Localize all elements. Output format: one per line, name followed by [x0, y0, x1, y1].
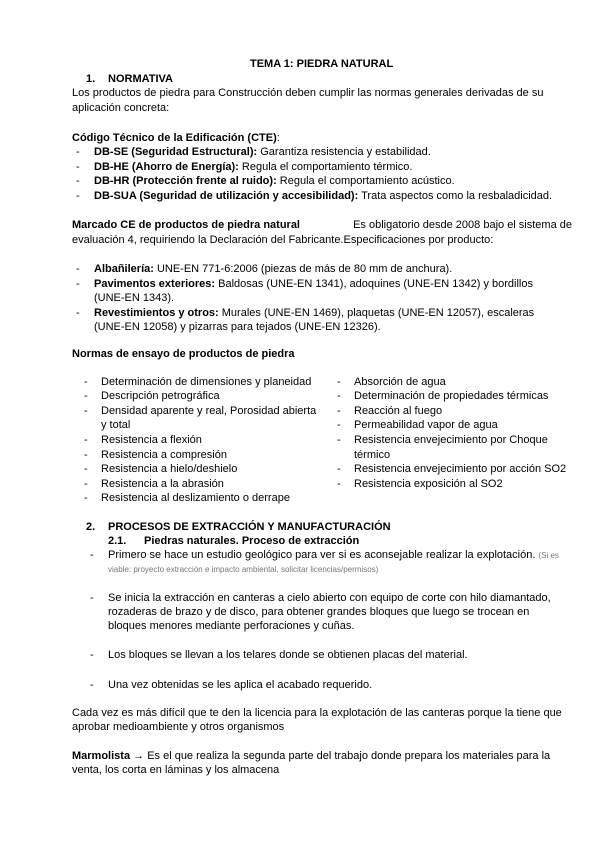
cte-item-text: DB-HR (Protección frente al ruido): Regula el comportamiento acústico.	[94, 175, 455, 187]
ensayo-right-item: Resistencia envejecimiento por acción SO2	[354, 463, 567, 475]
cte-heading: Código Técnico de la Edificación (CTE):	[72, 132, 280, 144]
bullet-dash: -	[84, 492, 88, 504]
bullet-dash: -	[84, 434, 88, 446]
bullet-dash: -	[84, 478, 88, 490]
ce-item-text-cont: (UNE-EN 1343).	[94, 292, 175, 304]
ensayo-heading: Normas de ensayo de productos de piedra	[72, 348, 295, 360]
ensayo-left-item: Resistencia a flexión	[101, 434, 202, 446]
ensayo-left-item: Determinación de dimensiones y planeidad	[101, 376, 312, 388]
ensayo-right-item: Resistencia exposición al SO2	[354, 478, 503, 490]
cte-item	[76, 160, 80, 174]
bullet-dash: -	[76, 161, 80, 173]
bullet-dash: -	[90, 592, 94, 604]
section-2-number: 2.	[86, 521, 96, 533]
ensayo-right-item-cont: térmico	[354, 449, 391, 461]
process-step-2-line: rozaderas de brazo y de disco, para obtener grandes bloques que luego se trocean en	[108, 606, 530, 618]
bullet-dash: -	[76, 307, 80, 319]
ensayo-left-item: Descripción petrográfica	[101, 390, 220, 402]
bullet-dash: -	[337, 405, 341, 417]
ensayo-right-item: Reacción al fuego	[354, 405, 443, 417]
marmolista-line: venta, los corta en láminas y los almacena	[72, 764, 280, 776]
ensayo-left-item: Resistencia a la abrasión	[101, 478, 224, 490]
bullet-dash: -	[76, 190, 80, 202]
cte-item-text: DB-SUA (Seguridad de utilización y accesibilidad): Trata aspectos como la resbaladicidad.	[94, 190, 553, 202]
bullet-dash: -	[84, 405, 88, 417]
ce-item-text: Revestimientos y otros: Murales (UNE-EN 1469), plaquetas (UNE-EN 12057), escaleras	[94, 307, 535, 319]
ce-heading: Marcado CE de productos de piedra natural	[72, 219, 300, 231]
cte-item-text: DB-HE (Ahorro de Energía): Regula el comportamiento térmico.	[94, 161, 413, 173]
licencia-line: Cada vez es más difícil que te den la licencia para la explotación de las canteras porque la tiene que	[72, 707, 562, 719]
ensayo-left-item: Resistencia al deslizamiento o derrape	[101, 492, 290, 504]
ce-paragraph-line-1: Marcado CE de productos de piedra natural Es obligatorio desde 2008 bajo el sistema de	[72, 219, 572, 231]
ensayo-right-item: Absorción de agua	[354, 376, 446, 388]
licencia-line: aprobar medioambiente y otros organismos	[72, 721, 285, 733]
bullet-dash: -	[337, 434, 341, 446]
bullet-dash: -	[337, 376, 341, 388]
ensayo-right-item: Resistencia envejecimiento por Choque	[354, 434, 548, 446]
section-1-number: 1.	[86, 73, 96, 85]
ensayo-left-item: Densidad aparente y real, Porosidad abierta	[101, 405, 317, 417]
process-step-2-line: Se inicia la extracción en canteras a cielo abierto con equipo de corte con hilo diamantado,	[108, 592, 551, 604]
bullet-dash: -	[90, 649, 94, 661]
marmolista-line: Marmolista → Es el que realiza la segunda parte del trabajo donde prepara los materiales para la	[72, 750, 551, 762]
process-step-3: Los bloques se llevan a los telares donde se obtienen placas del material.	[108, 649, 468, 661]
intro-line-2: aplicación concreta:	[72, 102, 170, 114]
ensayo-left-item: Resistencia a compresión	[101, 449, 227, 461]
ce-item-text-cont: (UNE-EN 12058) y pizarras para tejados (UNE-EN 12326).	[94, 321, 381, 333]
bullet-dash: -	[84, 449, 88, 461]
section-1-heading: NORMATIVA	[108, 73, 173, 85]
cte-item	[76, 189, 80, 203]
ensayo-right-item: Determinación de propiedades térmicas	[354, 390, 549, 402]
ce-item-text: Pavimentos exteriores: Baldosas (UNE-EN 1341), adoquines (UNE-EN 1342) y bordillos	[94, 278, 533, 290]
bullet-dash: -	[337, 463, 341, 475]
ensayo-left-item: Resistencia a hielo/deshielo	[101, 463, 238, 475]
bullet-dash: -	[76, 175, 80, 187]
subsection-number: 2.1.	[108, 535, 127, 547]
bullet-dash: -	[90, 679, 94, 691]
bullet-dash: -	[337, 390, 341, 402]
section-2-heading: PROCESOS DE EXTRACCIÓN Y MANUFACTURACIÓN	[108, 521, 391, 533]
process-step-1: Primero se hace un estudio geológico para ver si es aconsejable realizar la explotación. (Si es	[108, 549, 559, 561]
bullet-dash: -	[84, 390, 88, 402]
process-step-4: Una vez obtenidas se les aplica el acabado requerido.	[108, 679, 373, 691]
cte-item	[76, 174, 80, 188]
subsection-heading: Piedras naturales. Proceso de extracción	[144, 535, 360, 547]
bullet-dash: -	[76, 278, 80, 290]
bullet-dash: -	[76, 263, 80, 275]
process-step-2-line: bloques menores mediante perforaciones y cuñas.	[108, 620, 355, 632]
ensayo-right-item: Permeabilidad vapor de agua	[354, 419, 498, 431]
cte-item	[76, 145, 80, 159]
intro-line-1: Los productos de piedra para Construcción deben cumplir las normas generales derivadas de su	[72, 87, 544, 99]
ce-paragraph-line-2: evaluación 4, requiriendo la Declaración del Fabricante.Especificaciones por producto:	[72, 234, 494, 246]
cte-item-text: DB-SE (Seguridad Estructural): Garantiza resistencia y estabilidad.	[94, 146, 431, 158]
process-step-1-note: viable: proyecto extracción e impacto ambiental, solicitar licencias/permisos)	[108, 565, 379, 574]
bullet-dash: -	[84, 376, 88, 388]
page-title: TEMA 1: PIEDRA NATURAL	[250, 58, 394, 70]
bullet-dash: -	[76, 146, 80, 158]
ce-item-text: Albañilería: UNE-EN 771-6:2006 (piezas de más de 80 mm de anchura).	[94, 263, 453, 275]
ensayo-left-item-cont: y total	[101, 419, 131, 431]
bullet-dash: -	[84, 463, 88, 475]
bullet-dash: -	[90, 549, 94, 561]
bullet-dash: -	[337, 419, 341, 431]
bullet-dash: -	[337, 478, 341, 490]
